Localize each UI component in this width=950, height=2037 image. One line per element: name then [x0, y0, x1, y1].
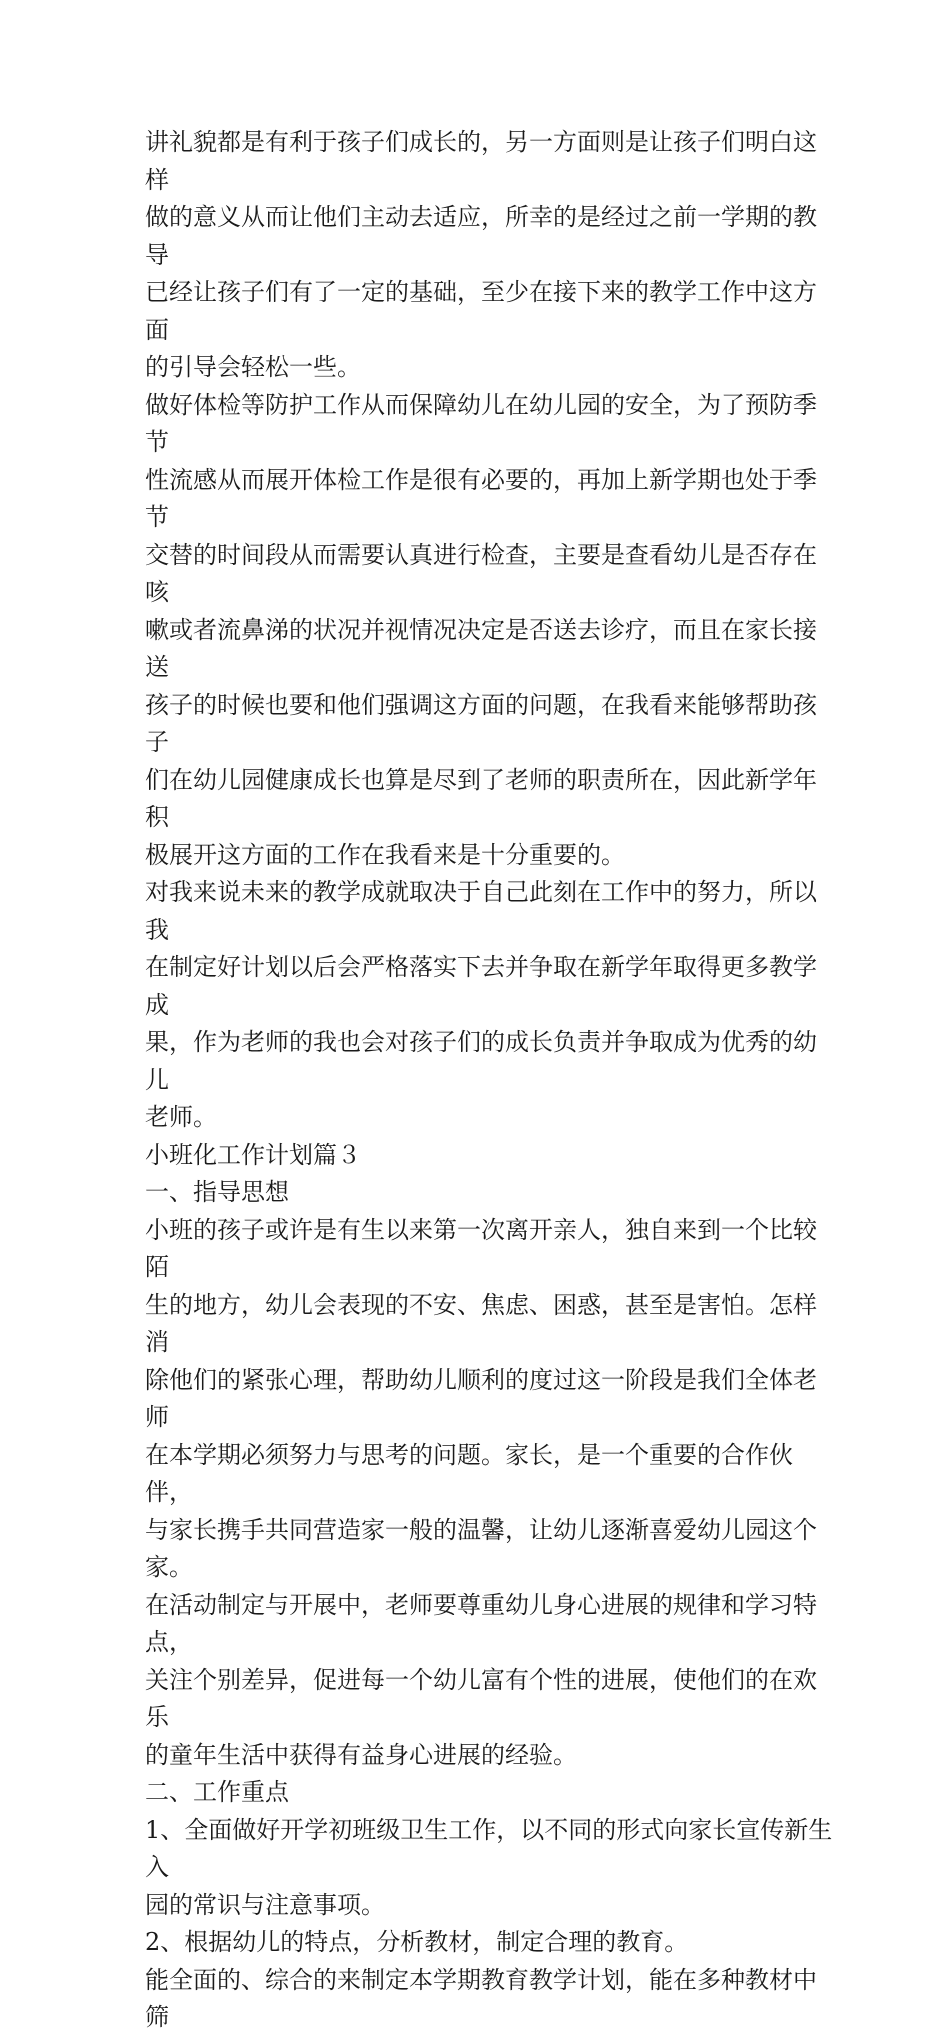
paragraph-etiquette: 讲礼貌都是有利于孩子们成长的，另一方面则是让孩子们明白这样 做的意义从而让他们主动去适应，所幸的是经过之前一学期的教导 已经让孩子们有了一定的基础，至少在接下来的教学工作中这方面 的引导会轻松一些。	[145, 128, 817, 381]
paragraph-guiding-ideology: 小班的孩子或许是有生以来第一次离开亲人，独自来到一个比较陌 生的地方，幼儿会表现的不安、焦虑、困惑，甚至是害怕。怎样消 除他们的紧张心理，帮助幼儿顺利的度过这一阶段是我们全体老师 在本学期必须努力与思考的问题。家长，是一个重要的合作伙伴， 与家长携手共同营造家一般的温馨，让幼儿逐渐喜爱幼儿园这个家。 在活动制定与开展中，老师要尊重幼儿身心进展的规律和学习特点， 关注个别差异，促进每一个幼儿富有个性的进展，使他们的在欢乐 的童年生活中获得有益身心进展的经验。	[145, 1215, 817, 1769]
heading-work-focus: 二、工作重点	[145, 1778, 289, 1806]
list-item-1-hygiene: 1、全面做好开学初班级卫生工作，以不同的形式向家长宣传新生入 园的常识与注意事项。	[145, 1815, 833, 1919]
list-item-2-curriculum: 2、根据幼儿的特点，分析教材，制定合理的教育。	[145, 1928, 689, 1956]
paragraph-future-teaching: 对我来说未来的教学成就取决于自己此刻在工作中的努力，所以我 在制定好计划以后会严格落实下去并争取在新学年取得更多教学成 果，作为老师的我也会对孩子们的成长负责并争取成为优秀的幼儿 老师。	[145, 878, 817, 1131]
paragraph-curriculum-plan: 能全面的、综合的来制定本学期教育教学计划，能在多种教材中筛	[145, 1965, 817, 2031]
section-title-plan-3: 小班化工作计划篇３	[145, 1140, 361, 1169]
document-page	[145, 124, 835, 2037]
heading-guiding-ideology: 一、指导思想	[145, 1178, 289, 1206]
paragraph-health-check: 做好体检等防护工作从而保障幼儿在幼儿园的安全，为了预防季节 性流感从而展开体检工作是很有必要的，再加上新学期也处于季节 交替的时间段从而需要认真进行检查，主要是查看幼儿是否存在咳 嗽或者流鼻涕的状况并视情况决定是否送去诊疗，而且在家长接送 孩子的时候也要和他们强调这方面的问题，在我看来能够帮助孩子 们在幼儿园健康成长也算是尽到了老师的职责所在，因此新学年积 极展开这方面的工作在我看来是十分重要的。	[145, 390, 817, 869]
